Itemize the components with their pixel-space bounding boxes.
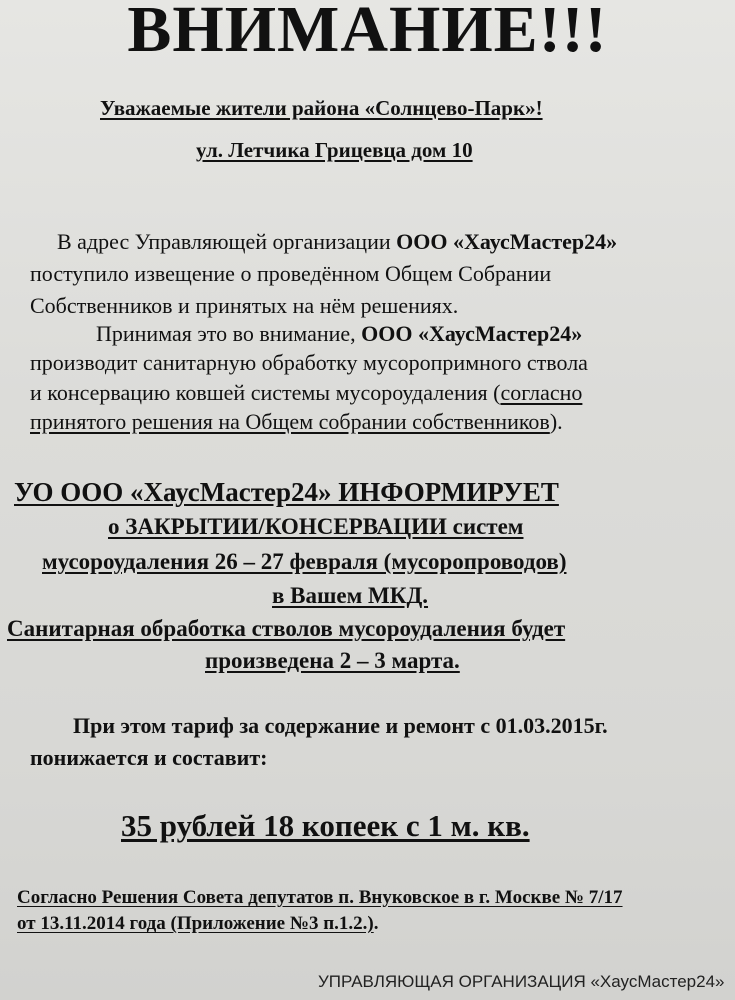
legal-reference-line1: Согласно Решения Совета депутатов п. Внуковское в г. Москве № 7/17 (17, 887, 623, 908)
para2-line3-underlined: согласно (500, 380, 583, 405)
notice-title: ВНИМАНИЕ!!! (127, 0, 608, 66)
address-line: ул. Летчика Грицевца дом 10 (196, 138, 473, 162)
paragraph2-line3 (30, 380, 582, 406)
company-name: ООО «ХаусМастер24» (361, 321, 583, 346)
inform-line2: о ЗАКРЫТИИ/КОНСЕРВАЦИИ систем (108, 514, 524, 539)
company-name: ООО «ХаусМастер24» (396, 229, 618, 254)
tariff-line1: При этом тариф за содержание и ремонт с 01.03.2015г. (73, 713, 608, 738)
para2-line4-underlined: принятого решения на Общем собрании собственников (30, 409, 550, 434)
paragraph2-line4 (30, 409, 563, 435)
inform-line4: в Вашем МКД. (272, 583, 429, 608)
paragraph2-line1 (96, 321, 582, 347)
legal-reference-underlined: от 13.11.2014 года (Приложение №3 п.1.2.) (17, 913, 374, 934)
inform-line6: произведена 2 – 3 марта. (205, 648, 460, 673)
paragraph2-line2: производит санитарную обработку мусоропримного ствола (30, 350, 588, 375)
para2-text: Принимая это во внимание, (96, 321, 362, 346)
legal-reference-line2 (17, 913, 378, 935)
para2-line3-text: и консервацию ковшей системы мусороудаления ( (30, 380, 501, 405)
tariff-price: 35 рублей 18 копеек с 1 м. кв. (121, 808, 530, 843)
legal-reference-end: . (373, 913, 379, 934)
greeting-line: Уважаемые жители района «Солнцево-Парк»! (100, 96, 543, 120)
inform-line5: Санитарная обработка стволов мусороудаления будет (7, 616, 566, 641)
paragraph1-line1 (57, 229, 617, 255)
para1-text: В адрес Управляющей организации (57, 229, 397, 254)
inform-line3: мусороудаления 26 – 27 февраля (мусоропроводов) (42, 549, 567, 574)
paragraph1-line2: поступило извещение о проведённом Общем Собрании (30, 261, 552, 286)
inform-heading: УО ООО «ХаусМастер24» ИНФОРМИРУЕТ (14, 477, 559, 507)
paragraph1-line3: Собственников и принятых на нём решениях. (30, 293, 459, 318)
tariff-line2: понижается и составит: (30, 745, 268, 770)
footer-organization: УПРАВЛЯЮЩАЯ ОРГАНИЗАЦИЯ «ХаусМастер24» (318, 972, 725, 991)
para2-line4-end: ). (549, 409, 563, 434)
